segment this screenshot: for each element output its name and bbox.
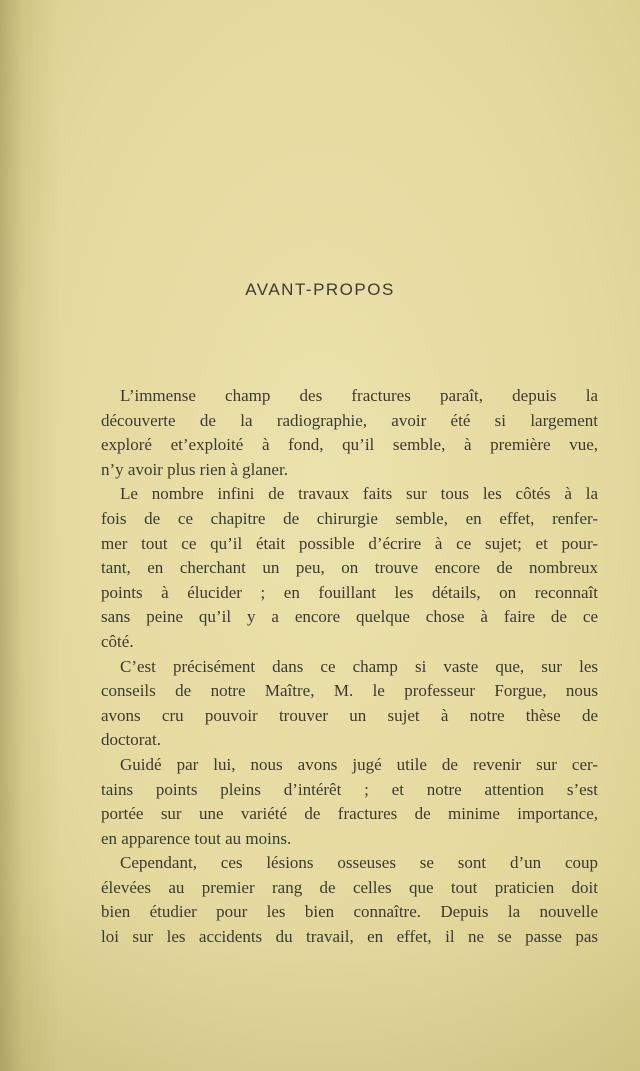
text-line: L’immense champ des fractures paraît, depuis la: [120, 386, 598, 405]
text-line: n’y avoir plus rien à glaner.: [101, 459, 288, 479]
text-line: bien étudier pour les bien connaître. Depuis la nouvelle: [101, 902, 598, 922]
text-line: conseils de notre Maître, M. le professeur Forgue, nous: [101, 681, 598, 701]
text-line: Cependant, ces lésions osseuses se sont d’un coup: [120, 853, 598, 873]
text-line: fois de ce chapitre de chirurgie semble, en effet, renfer-: [101, 508, 598, 528]
page-title: AVANT-PROPOS: [245, 280, 395, 299]
text-line: élevées au premier rang de celles que tout praticien doit: [101, 877, 598, 897]
text-line: Guidé par lui, nous avons jugé utile de revenir sur cer-: [120, 754, 598, 774]
text-line: mer tout ce qu’il était possible d’écrire à ce sujet; et pour-: [101, 533, 598, 553]
text-line: portée sur une variété de fractures de minime importance,: [101, 804, 598, 824]
body-text: [101, 384, 598, 950]
text-line: côté.: [101, 631, 134, 651]
text-line: découverte de la radiographie, avoir été si largement: [101, 410, 598, 430]
text-line: doctorat.: [101, 730, 161, 750]
text-line: tant, en cherchant un peu, on trouve encore de nombreux: [101, 558, 598, 578]
text-line: en apparence tout au moins.: [101, 828, 292, 848]
text-line: sans peine qu’il y a encore quelque chose à faire de ce: [101, 607, 598, 627]
text-line: avons cru pouvoir trouver un sujet à notre thèse de: [101, 705, 598, 725]
text-line: exploré et’exploité à fond, qu’il semble, à première vue,: [101, 435, 598, 455]
text-line: C’est précisément dans ce champ si vaste que, sur les: [120, 656, 598, 676]
text-line: loi sur les accidents du travail, en effet, il ne se passe pas: [101, 927, 598, 947]
text-line: Le nombre infini de travaux faits sur tous les côtés à la: [120, 484, 598, 504]
text-line: points à élucider ; en fouillant les détails, on reconnaît: [101, 582, 598, 602]
text-line: tains points pleins d’intérêt ; et notre attention s’est: [101, 779, 598, 799]
